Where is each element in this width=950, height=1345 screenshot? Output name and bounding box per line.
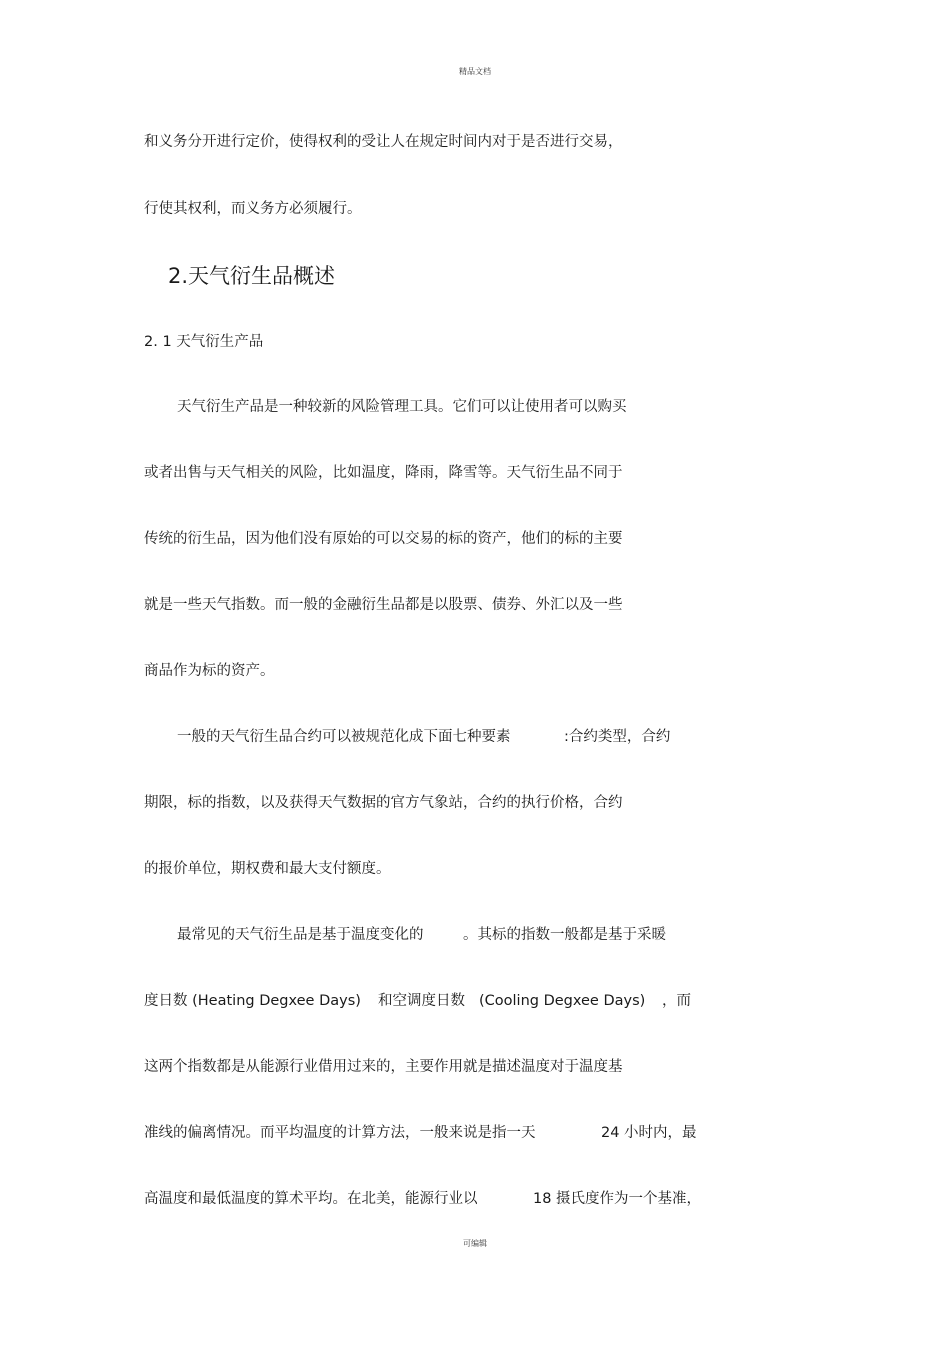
para2-line-3: 的报价单位，期权费和最大支付额度。 <box>144 861 391 877</box>
para3-line-2b: 和空调度日数 <box>378 993 465 1009</box>
section-heading: 2.天气衍生品概述 <box>168 264 336 288</box>
para3-line-2a: 度日数 (Heating Degxee Days) <box>144 993 361 1009</box>
para3-line-5a: 高温度和最低温度的算术平均。在北美，能源行业以 <box>144 1191 478 1207</box>
para3-line-3: 这两个指数都是从能源行业借用过来的，主要作用就是描述温度对于温度基 <box>144 1059 623 1075</box>
subsection-heading: 2. 1 天气衍生产品 <box>144 334 264 350</box>
intro-line-2: 行使其权利，而义务方必须履行。 <box>144 201 362 217</box>
para1-line-4: 就是一些天气指数。而一般的金融衍生品都是以股票、债券、外汇以及一些 <box>144 597 623 613</box>
para3-line-1a: 最常见的天气衍生品是基于温度变化的 <box>177 927 424 943</box>
para3-line-2d: ，而 <box>662 993 691 1009</box>
header-note: 精品文档 <box>459 67 491 76</box>
intro-line-1: 和义务分开进行定价，使得权利的受让人在规定时间内对于是否进行交易， <box>144 134 623 150</box>
para1-line-1: 天气衍生产品是一种较新的风险管理工具。它们可以让使用者可以购买 <box>177 399 627 415</box>
para1-line-5: 商品作为标的资产。 <box>144 663 275 679</box>
para1-line-3: 传统的衍生品，因为他们没有原始的可以交易的标的资产，他们的标的主要 <box>144 531 623 547</box>
para2-line-1a: 一般的天气衍生品合约可以被规范化成下面七种要素 <box>177 729 511 745</box>
para3-line-5b: 18 摄氏度作为一个基准， <box>533 1191 702 1207</box>
para2-line-1b: :合约类型，合约 <box>564 729 671 745</box>
para3-line-4b: 24 小时内，最 <box>601 1125 697 1141</box>
footer-note: 可编辑 <box>463 1239 487 1248</box>
para2-line-2: 期限，标的指数，以及获得天气数据的官方气象站，合约的执行价格，合约 <box>144 795 623 811</box>
para3-line-2c: (Cooling Degxee Days) <box>479 993 646 1009</box>
para1-line-2: 或者出售与天气相关的风险，比如温度，降雨，降雪等。天气衍生品不同于 <box>144 465 623 481</box>
para3-line-1b: 。其标的指数一般都是基于采暖 <box>463 927 666 943</box>
para3-line-4a: 准线的偏离情况。而平均温度的计算方法，一般来说是指一天 <box>144 1125 536 1141</box>
